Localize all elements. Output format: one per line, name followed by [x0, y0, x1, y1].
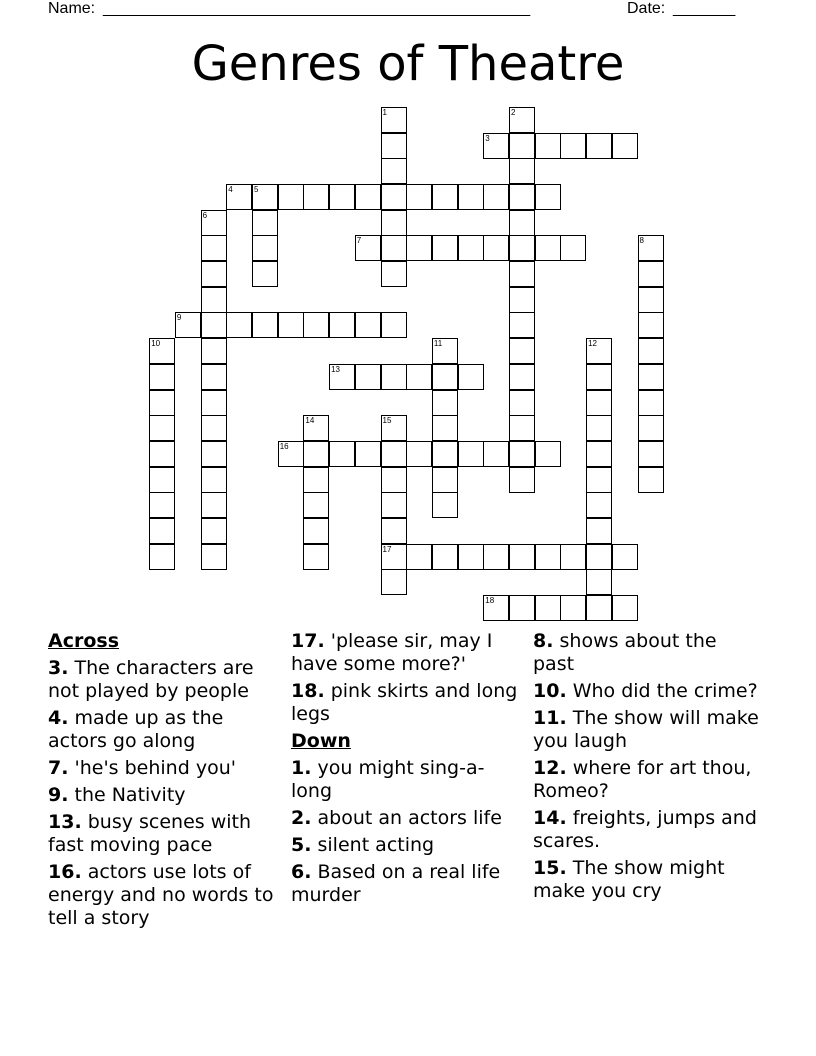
clue-text: busy scenes with fast moving pace — [48, 811, 252, 856]
clues-column-1 — [48, 630, 278, 934]
grid-cell[interactable] — [509, 210, 535, 236]
clue-number-label: 17 — [382, 544, 392, 554]
clue-number: 15. — [533, 857, 567, 879]
grid-cell[interactable] — [458, 364, 484, 390]
grid-cell[interactable] — [381, 312, 407, 338]
grid-cell[interactable] — [278, 184, 304, 210]
clue-item — [291, 861, 521, 907]
clue-text: about an actors life — [317, 807, 502, 829]
clue-number: 8. — [533, 630, 554, 652]
grid-cell[interactable] — [381, 441, 407, 467]
clue-text: the Nativity — [74, 784, 186, 806]
grid-cell[interactable] — [201, 312, 227, 338]
grid-cell[interactable] — [201, 441, 227, 467]
clue-number: 6. — [291, 861, 312, 883]
clue-text: Based on a real life murder — [291, 861, 501, 906]
grid-cell[interactable] — [432, 184, 458, 210]
grid-cell[interactable] — [535, 235, 561, 261]
grid-cell[interactable] — [201, 492, 227, 518]
grid-cell[interactable] — [201, 210, 227, 236]
clue-number-label: 9 — [176, 313, 182, 323]
grid-cell[interactable] — [381, 544, 407, 570]
grid-cell[interactable] — [483, 595, 509, 621]
grid-cell[interactable] — [509, 158, 535, 184]
clue-number: 16. — [48, 861, 82, 883]
clue-item — [291, 834, 521, 857]
grid-cell[interactable] — [586, 390, 612, 416]
grid-cell[interactable] — [612, 544, 638, 570]
clue-text: The show will make you laugh — [533, 707, 759, 752]
grid-cell[interactable] — [560, 133, 586, 159]
clue-text: you might sing-a-long — [291, 757, 485, 802]
grid-cell[interactable] — [252, 235, 278, 261]
grid-cell[interactable] — [226, 184, 252, 210]
grid-cell[interactable] — [432, 235, 458, 261]
clue-number-label: 15 — [382, 416, 392, 426]
grid-cell[interactable] — [586, 569, 612, 595]
grid-cell[interactable] — [329, 441, 355, 467]
clue-number-label: 1 — [382, 107, 387, 117]
grid-cell[interactable] — [509, 364, 535, 390]
clue-number-label: 18 — [485, 596, 495, 606]
grid-cell[interactable] — [252, 312, 278, 338]
clue-text: where for art thou, Romeo? — [533, 757, 752, 802]
clue-item — [533, 707, 763, 753]
grid-cell[interactable] — [329, 312, 355, 338]
clue-number: 7. — [48, 757, 69, 779]
down-heading: Down — [291, 730, 351, 752]
grid-cell[interactable] — [278, 312, 304, 338]
clue-number: 13. — [48, 811, 82, 833]
grid-cell[interactable] — [535, 184, 561, 210]
grid-cell[interactable] — [458, 235, 484, 261]
clue-text: Who did the crime? — [572, 680, 758, 702]
clue-item — [291, 630, 521, 676]
grid-cell[interactable] — [432, 364, 458, 390]
grid-cell[interactable] — [638, 441, 664, 467]
grid-cell[interactable] — [638, 287, 664, 313]
grid-cell[interactable] — [406, 364, 432, 390]
grid-cell[interactable] — [252, 261, 278, 287]
grid-cell[interactable] — [458, 441, 484, 467]
grid-cell[interactable] — [432, 338, 458, 364]
grid-cell[interactable] — [355, 184, 381, 210]
grid-cell[interactable] — [381, 235, 407, 261]
grid-cell[interactable] — [586, 364, 612, 390]
clue-item — [533, 680, 763, 703]
grid-cell[interactable] — [586, 492, 612, 518]
grid-cell[interactable] — [149, 338, 175, 364]
grid-cell[interactable] — [175, 312, 201, 338]
grid-cell[interactable] — [149, 415, 175, 441]
clues-column-2 — [291, 630, 521, 911]
clue-text: The show might make you cry — [533, 857, 725, 902]
grid-cell[interactable] — [355, 441, 381, 467]
name-line[interactable]: ________________________________________________ — [103, 0, 531, 17]
grid-cell[interactable] — [612, 133, 638, 159]
grid-cell[interactable] — [638, 390, 664, 416]
grid-cell[interactable] — [149, 364, 175, 390]
grid-cell[interactable] — [381, 210, 407, 236]
grid-cell[interactable] — [149, 441, 175, 467]
clue-number-label: 10 — [151, 339, 161, 349]
clue-text: pink skirts and long legs — [291, 680, 518, 725]
grid-cell[interactable] — [149, 544, 175, 570]
grid-cell[interactable] — [149, 492, 175, 518]
clues-column-3 — [533, 630, 763, 907]
clue-item — [291, 680, 521, 726]
grid-cell[interactable] — [381, 107, 407, 133]
grid-cell[interactable] — [638, 312, 664, 338]
clue-number: 12. — [533, 757, 567, 779]
clue-text: freights, jumps and scares. — [533, 807, 757, 852]
across-heading: Across — [48, 630, 120, 652]
clue-item — [291, 807, 521, 830]
grid-cell[interactable] — [586, 133, 612, 159]
clue-item — [48, 861, 278, 930]
grid-cell[interactable] — [303, 492, 329, 518]
clue-number-label: 8 — [639, 236, 644, 246]
clue-number: 4. — [48, 707, 69, 729]
clue-item — [48, 757, 278, 780]
grid-cell[interactable] — [586, 544, 612, 570]
grid-cell[interactable] — [201, 415, 227, 441]
grid-cell[interactable] — [381, 467, 407, 493]
clue-item — [48, 707, 278, 753]
grid-cell[interactable] — [432, 415, 458, 441]
clue-number-label: 7 — [356, 236, 362, 246]
grid-cell[interactable] — [586, 518, 612, 544]
grid-cell[interactable] — [201, 235, 227, 261]
grid-cell[interactable] — [535, 595, 561, 621]
clue-number: 10. — [533, 680, 567, 702]
grid-cell[interactable] — [406, 441, 432, 467]
clue-number-label: 3 — [485, 133, 490, 143]
grid-cell[interactable] — [252, 210, 278, 236]
clue-item — [533, 630, 763, 676]
grid-cell[interactable] — [483, 235, 509, 261]
grid-cell[interactable] — [252, 184, 278, 210]
grid-cell[interactable] — [560, 235, 586, 261]
date-label: Date: — [627, 0, 666, 17]
clue-number-label: 2 — [511, 107, 516, 117]
clue-number: 18. — [291, 680, 325, 702]
clue-number: 17. — [291, 630, 325, 652]
grid-cell[interactable] — [432, 544, 458, 570]
grid-cell[interactable] — [201, 518, 227, 544]
date-line[interactable]: _______ — [673, 0, 736, 17]
grid-cell[interactable] — [381, 518, 407, 544]
grid-cell[interactable] — [355, 312, 381, 338]
grid-cell[interactable] — [535, 441, 561, 467]
grid-cell[interactable] — [509, 415, 535, 441]
grid-cell[interactable] — [458, 184, 484, 210]
grid-cell[interactable] — [638, 261, 664, 287]
grid-cell[interactable] — [303, 312, 329, 338]
grid-cell[interactable] — [509, 133, 535, 159]
clue-item — [533, 857, 763, 903]
clue-number: 14. — [533, 807, 567, 829]
clue-item — [533, 807, 763, 853]
grid-cell[interactable] — [483, 184, 509, 210]
grid-cell[interactable] — [303, 544, 329, 570]
grid-cell[interactable] — [586, 595, 612, 621]
grid-cell[interactable] — [303, 518, 329, 544]
clue-text: actors use lots of energy and no words to tell a story — [48, 861, 274, 929]
grid-cell[interactable] — [509, 184, 535, 210]
grid-cell[interactable] — [560, 544, 586, 570]
clue-number-label: 12 — [588, 339, 597, 349]
grid-cell[interactable] — [149, 518, 175, 544]
grid-cell[interactable] — [201, 364, 227, 390]
clue-number: 9. — [48, 784, 69, 806]
grid-cell[interactable] — [406, 184, 432, 210]
clue-number: 1. — [291, 757, 312, 779]
clue-number: 11. — [533, 707, 567, 729]
grid-cell[interactable] — [329, 364, 355, 390]
grid-cell[interactable] — [381, 492, 407, 518]
clue-text: silent acting — [317, 834, 435, 856]
clue-item — [48, 811, 278, 857]
page-title: Genres of Theatre — [191, 36, 625, 92]
grid-cell[interactable] — [303, 184, 329, 210]
clue-text: 'please sir, may I have some more?' — [291, 630, 493, 675]
grid-cell[interactable] — [483, 544, 509, 570]
grid-cell[interactable] — [509, 235, 535, 261]
clue-text: made up as the actors go along — [48, 707, 224, 752]
grid-cell[interactable] — [509, 390, 535, 416]
grid-cell[interactable] — [638, 415, 664, 441]
name-label: Name: — [48, 0, 96, 17]
clue-number-label: 5 — [254, 184, 259, 194]
grid-cell[interactable] — [381, 569, 407, 595]
clue-number: 2. — [291, 807, 312, 829]
grid-cell[interactable] — [535, 133, 561, 159]
grid-cell[interactable] — [509, 312, 535, 338]
grid-cell[interactable] — [329, 184, 355, 210]
grid-cell[interactable] — [509, 544, 535, 570]
grid-cell[interactable] — [381, 364, 407, 390]
clue-number-label: 6 — [202, 210, 208, 220]
grid-cell[interactable] — [406, 235, 432, 261]
grid-cell[interactable] — [355, 364, 381, 390]
grid-cell[interactable] — [201, 338, 227, 364]
clue-number-label: 14 — [305, 416, 315, 426]
clue-text: shows about the past — [533, 630, 717, 675]
grid-cell[interactable] — [509, 107, 535, 133]
grid-cell[interactable] — [201, 261, 227, 287]
grid-cell[interactable] — [303, 467, 329, 493]
grid-cell[interactable] — [560, 595, 586, 621]
grid-cell[interactable] — [226, 312, 252, 338]
clue-item — [48, 784, 278, 807]
grid-cell[interactable] — [381, 415, 407, 441]
grid-cell[interactable] — [201, 467, 227, 493]
clue-item — [533, 757, 763, 803]
grid-cell[interactable] — [586, 441, 612, 467]
clue-item — [48, 657, 278, 703]
grid-cell[interactable] — [535, 544, 561, 570]
grid-cell[interactable] — [303, 415, 329, 441]
clue-number-label: 16 — [279, 441, 289, 451]
grid-cell[interactable] — [586, 415, 612, 441]
grid-cell[interactable] — [638, 364, 664, 390]
grid-cell[interactable] — [509, 595, 535, 621]
grid-cell[interactable] — [586, 338, 612, 364]
grid-cell[interactable] — [355, 235, 381, 261]
grid-cell[interactable] — [201, 287, 227, 313]
clue-number: 3. — [48, 657, 69, 679]
grid-cell[interactable] — [638, 338, 664, 364]
clue-text: 'he's behind you' — [74, 757, 236, 779]
grid-cell[interactable] — [509, 261, 535, 287]
grid-cell[interactable] — [432, 441, 458, 467]
clue-number: 5. — [291, 834, 312, 856]
clue-number-label: 13 — [331, 364, 340, 374]
grid-cell[interactable] — [586, 467, 612, 493]
grid-cell[interactable] — [149, 467, 175, 493]
grid-cell[interactable] — [509, 287, 535, 313]
grid-cell[interactable] — [201, 390, 227, 416]
grid-cell[interactable] — [381, 261, 407, 287]
clue-number-label: 11 — [433, 339, 443, 349]
grid-cell[interactable] — [509, 467, 535, 493]
grid-cell[interactable] — [432, 390, 458, 416]
grid-cell[interactable] — [458, 544, 484, 570]
grid-cell[interactable] — [432, 492, 458, 518]
grid-cell[interactable] — [149, 390, 175, 416]
grid-cell[interactable] — [278, 441, 304, 467]
grid-cell[interactable] — [381, 184, 407, 210]
grid-cell[interactable] — [483, 133, 509, 159]
clue-number-label: 4 — [228, 184, 233, 194]
grid-cell[interactable] — [638, 235, 664, 261]
grid-cell[interactable] — [381, 133, 407, 159]
clue-item — [291, 757, 521, 803]
grid-cell[interactable] — [381, 158, 407, 184]
grid-cell[interactable] — [638, 467, 664, 493]
grid-cell[interactable] — [483, 441, 509, 467]
grid-cell[interactable] — [509, 441, 535, 467]
grid-cell[interactable] — [303, 441, 329, 467]
grid-cell[interactable] — [509, 338, 535, 364]
grid-cell[interactable] — [201, 544, 227, 570]
grid-cell[interactable] — [406, 544, 432, 570]
clue-text: The characters are not played by people — [48, 657, 254, 702]
grid-cell[interactable] — [612, 595, 638, 621]
grid-cell[interactable] — [432, 467, 458, 493]
